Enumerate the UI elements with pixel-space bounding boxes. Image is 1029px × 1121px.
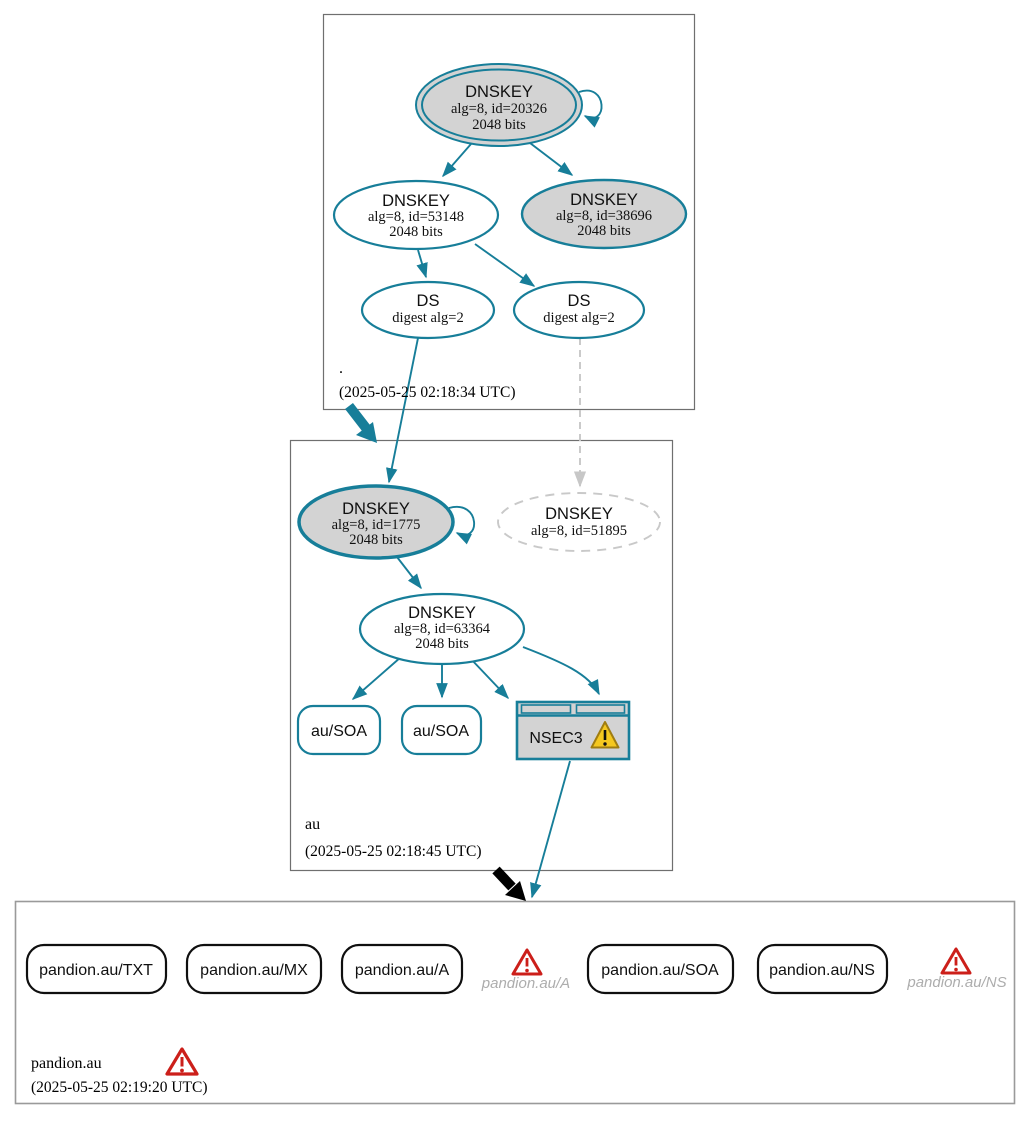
node-dnskey-20326 (416, 64, 582, 146)
zone-timestamp-au: (2025-05-25 02:18:45 UTC) (305, 843, 482, 860)
node-dnskey-53148 (334, 181, 498, 249)
pandion-txt-label: pandion.au/TXT (39, 962, 153, 979)
nsec3-header-cell-2 (577, 705, 625, 713)
au-soa1-label: au/SOA (310, 723, 368, 740)
nsec3-header-cell-1 (522, 705, 571, 713)
node-pandion-a (342, 945, 462, 993)
node-pandion-txt (27, 945, 166, 993)
node-pandion-ns (758, 945, 887, 993)
dnskey-63364-detail: alg=8, id=63364 (393, 621, 491, 637)
nsec3-label: NSEC3 (529, 730, 583, 747)
node-dnskey-38696 (522, 180, 686, 248)
node-dnskey-1775 (299, 486, 453, 558)
pandion-ns-error-label: pandion.au/NS (907, 974, 1007, 991)
ds2-title: DS (567, 292, 591, 310)
error-exclamation-dot (180, 1069, 184, 1073)
zone-timestamp-pandion: (2025-05-25 02:19:20 UTC) (31, 1079, 208, 1096)
pandion-a-error-label: pandion.au/A (481, 975, 571, 992)
ds1-detail: digest alg=2 (392, 310, 464, 326)
node-nsec3 (517, 702, 629, 759)
error-exclamation-dot (954, 968, 958, 972)
dnskey-38696-title: DNSKEY (570, 191, 638, 209)
dnskey-20326-bits: 2048 bits (472, 117, 526, 133)
node-pandion-mx (187, 945, 321, 993)
dnskey-1775-detail: alg=8, id=1775 (331, 517, 421, 533)
dnskey-53148-title: DNSKEY (382, 192, 450, 210)
node-au-soa-2 (402, 706, 481, 754)
node-pandion-soa (588, 945, 733, 993)
dnskey-1775-bits: 2048 bits (349, 532, 403, 548)
dnskey-63364-title: DNSKEY (408, 604, 476, 622)
dnskey-38696-detail: alg=8, id=38696 (555, 208, 653, 224)
pandion-soa-label: pandion.au/SOA (601, 962, 719, 979)
au-soa2-label: au/SOA (412, 723, 470, 740)
ds1-title: DS (416, 292, 440, 310)
dnskey-38696-bits: 2048 bits (577, 223, 631, 239)
node-dnskey-63364 (360, 594, 524, 664)
dnskey-20326-title: DNSKEY (465, 83, 533, 101)
error-exclamation-dot (525, 969, 529, 973)
pandion-ns-label: pandion.au/NS (769, 962, 875, 979)
node-ds-1 (362, 282, 494, 338)
node-au-soa-1 (298, 706, 380, 754)
node-ds-2 (514, 282, 644, 338)
pandion-a-label: pandion.au/A (354, 962, 450, 979)
dnskey-20326-detail: alg=8, id=20326 (450, 101, 548, 117)
pandion-mx-label: pandion.au/MX (200, 962, 308, 979)
dnskey-53148-bits: 2048 bits (389, 224, 443, 240)
zone-timestamp-root: (2025-05-25 02:18:34 UTC) (339, 384, 516, 401)
dnskey-1775-title: DNSKEY (342, 500, 410, 518)
dnskey-51895-title: DNSKEY (545, 505, 613, 523)
node-dnskey-51895-missing (498, 493, 660, 551)
zone-label-pandion: pandion.au (31, 1055, 102, 1072)
ds2-detail: digest alg=2 (543, 310, 615, 326)
dnskey-63364-bits: 2048 bits (415, 636, 469, 652)
warning-exclamation-dot (603, 742, 606, 745)
dnskey-53148-detail: alg=8, id=53148 (367, 209, 465, 225)
dnskey-51895-detail: alg=8, id=51895 (530, 523, 628, 539)
zone-label-root: . (339, 360, 343, 377)
zone-label-au: au (305, 816, 321, 833)
